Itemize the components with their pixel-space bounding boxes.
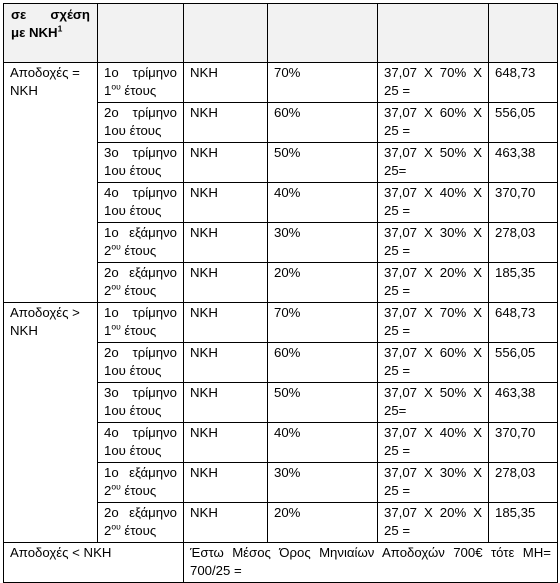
header-cell-base [184, 4, 268, 63]
period-ordinal: 2ο [104, 345, 119, 360]
base-cell: ΝΚΗ [184, 63, 268, 103]
calculation-line1: 37,07 Χ 30% Χ [384, 225, 482, 240]
period-cell [98, 63, 184, 103]
calculation-line1: 37,07 Χ 50% Χ [384, 145, 482, 160]
period-cell [98, 223, 184, 263]
table-row [4, 63, 558, 103]
period-cell [98, 463, 184, 503]
calculation-cell [378, 423, 489, 463]
amount-cell: 370,70 [489, 183, 558, 223]
amount-cell: 556,05 [489, 343, 558, 383]
header-row [4, 4, 558, 63]
calculation-line2: 25 = [384, 443, 411, 458]
calculation-line2: 25 = [384, 523, 411, 538]
base-cell: ΝΚΗ [184, 263, 268, 303]
period-year-word: έτους [124, 243, 157, 258]
period-year: 2 [104, 523, 112, 538]
period-cell [98, 343, 184, 383]
period-line2 [104, 282, 177, 300]
period-year: 1ου [104, 443, 126, 458]
period-ordinal: 1ο [104, 465, 119, 480]
period-year: 1ου [104, 203, 126, 218]
table-body [4, 4, 558, 583]
percent-cell: 40% [268, 183, 378, 223]
percent-cell: 70% [268, 63, 378, 103]
footer-note-line1: Έστω Μέσος Όρος Μηνιαίων Αποδοχών 700€ τότε ΜΗ= [190, 545, 551, 560]
period-cell [98, 383, 184, 423]
period-unit: τρίμηνο [132, 185, 177, 200]
period-ordinal: 2ο [104, 505, 119, 520]
calculation-line2: 25 = [384, 203, 411, 218]
period-ordinal: 4ο [104, 185, 119, 200]
percent-cell: 50% [268, 383, 378, 423]
period-line1 [104, 504, 177, 522]
period-line2 [104, 402, 177, 420]
period-line2 [104, 202, 177, 220]
header-relation-text: με ΝΚΗ [11, 25, 58, 40]
percent-cell: 30% [268, 463, 378, 503]
period-year-word: έτους [124, 523, 157, 538]
percent-cell: 60% [268, 103, 378, 143]
period-line1 [104, 304, 177, 322]
calculation-line1: 37,07 Χ 50% Χ [384, 385, 482, 400]
amount-cell: 648,73 [489, 63, 558, 103]
amount-cell: 370,70 [489, 423, 558, 463]
period-year-sup: ου [111, 241, 121, 252]
period-ordinal: 2ο [104, 105, 119, 120]
period-line1 [104, 184, 177, 202]
period-line1 [104, 224, 177, 242]
period-line1 [104, 104, 177, 122]
period-year-sup: ου [111, 521, 121, 532]
header-cell-relation [4, 4, 98, 63]
amount-cell: 278,03 [489, 463, 558, 503]
calculation-line1: 37,07 Χ 40% Χ [384, 185, 482, 200]
period-ordinal: 3ο [104, 145, 119, 160]
period-year-word: έτους [129, 163, 162, 178]
period-year: 1ου [104, 123, 126, 138]
period-ordinal: 1ο [104, 225, 119, 240]
percent-cell: 40% [268, 423, 378, 463]
calculation-line2: 25 = [384, 363, 411, 378]
period-year-word: έτους [124, 83, 157, 98]
period-line2 [104, 442, 177, 460]
calculation-cell [378, 383, 489, 423]
calculation-cell [378, 463, 489, 503]
footnote-marker: 1 [57, 23, 63, 34]
base-cell: ΝΚΗ [184, 103, 268, 143]
period-line1 [104, 264, 177, 282]
amount-cell: 463,38 [489, 383, 558, 423]
period-line1 [104, 424, 177, 442]
calculation-line2: 25 = [384, 323, 411, 338]
period-cell [98, 103, 184, 143]
calculation-line1: 37,07 Χ 20% Χ [384, 505, 482, 520]
table-row [4, 303, 558, 343]
percent-cell: 50% [268, 143, 378, 183]
base-cell: ΝΚΗ [184, 383, 268, 423]
base-cell: ΝΚΗ [184, 343, 268, 383]
period-year-word: έτους [129, 443, 162, 458]
calculation-cell [378, 503, 489, 543]
header-relation-line1: σε σχέση [11, 7, 90, 22]
period-unit: τρίμηνο [132, 385, 177, 400]
period-line1 [104, 144, 177, 162]
base-cell: ΝΚΗ [184, 223, 268, 263]
calculation-line2: 25 = [384, 83, 411, 98]
period-ordinal: 4ο [104, 425, 119, 440]
header-relation-line2 [11, 24, 90, 42]
group-label-cell [4, 63, 98, 303]
base-cell: ΝΚΗ [184, 503, 268, 543]
period-year: 1ου [104, 403, 126, 418]
calculation-line2: 25 = [384, 483, 411, 498]
period-year: 2 [104, 283, 112, 298]
footer-label: Αποδοχές < ΝΚΗ [10, 545, 112, 560]
period-unit: τρίμηνο [132, 65, 177, 80]
period-year-word: έτους [129, 363, 162, 378]
period-unit: τρίμηνο [132, 345, 177, 360]
amount-cell: 278,03 [489, 223, 558, 263]
base-cell: ΝΚΗ [184, 183, 268, 223]
period-year: 1ου [104, 163, 126, 178]
period-year-sup: ου [111, 81, 121, 92]
calculation-line1: 37,07 Χ 70% Χ [384, 65, 482, 80]
period-line1 [104, 384, 177, 402]
period-line1 [104, 464, 177, 482]
period-unit: τρίμηνο [132, 105, 177, 120]
period-year: 1 [104, 83, 112, 98]
period-unit: εξάμηνο [129, 505, 177, 520]
period-line1 [104, 64, 177, 82]
period-line2 [104, 522, 177, 540]
period-line1 [104, 344, 177, 362]
base-cell: ΝΚΗ [184, 143, 268, 183]
period-year: 2 [104, 243, 112, 258]
base-cell: ΝΚΗ [184, 463, 268, 503]
header-cell-amount [489, 4, 558, 63]
period-year-sup: ου [111, 281, 121, 292]
period-line2 [104, 242, 177, 260]
calculation-line2: 25 = [384, 283, 411, 298]
period-year-word: έτους [129, 403, 162, 418]
amount-cell: 556,05 [489, 103, 558, 143]
amount-cell: 185,35 [489, 503, 558, 543]
period-year-word: έτους [129, 123, 162, 138]
period-cell [98, 263, 184, 303]
header-cell-period [98, 4, 184, 63]
calculation-line1: 37,07 Χ 30% Χ [384, 465, 482, 480]
period-year-word: έτους [124, 483, 157, 498]
base-cell: ΝΚΗ [184, 303, 268, 343]
base-cell: ΝΚΗ [184, 423, 268, 463]
period-ordinal: 2ο [104, 265, 119, 280]
period-year-sup: ου [111, 321, 121, 332]
period-unit: εξάμηνο [129, 465, 177, 480]
calculation-cell [378, 143, 489, 183]
period-cell [98, 143, 184, 183]
percent-cell: 30% [268, 223, 378, 263]
calculation-cell [378, 63, 489, 103]
calculation-line1: 37,07 Χ 20% Χ [384, 265, 482, 280]
calculation-cell [378, 183, 489, 223]
calculation-line2: 25= [384, 163, 407, 178]
calculation-cell [378, 263, 489, 303]
period-cell [98, 503, 184, 543]
calculation-cell [378, 343, 489, 383]
header-cell-calc [378, 4, 489, 63]
period-year-word: έτους [124, 323, 157, 338]
footer-note-line2: 700/25 = [190, 563, 242, 578]
period-unit: τρίμηνο [132, 425, 177, 440]
amount-cell: 463,38 [489, 143, 558, 183]
calculation-line2: 25= [384, 403, 407, 418]
period-year: 1 [104, 323, 112, 338]
percent-cell: 70% [268, 303, 378, 343]
period-line2 [104, 322, 177, 340]
period-line2 [104, 122, 177, 140]
calculation-cell [378, 103, 489, 143]
group-label-cell [4, 303, 98, 543]
period-year: 1ου [104, 363, 126, 378]
percent-cell: 60% [268, 343, 378, 383]
period-line2 [104, 482, 177, 500]
calculation-line1: 37,07 Χ 60% Χ [384, 345, 482, 360]
period-ordinal: 1ο [104, 305, 119, 320]
period-cell [98, 183, 184, 223]
percent-cell: 20% [268, 503, 378, 543]
period-line2 [104, 82, 177, 100]
period-unit: τρίμηνο [132, 305, 177, 320]
calculation-line1: 37,07 Χ 40% Χ [384, 425, 482, 440]
calculation-cell [378, 223, 489, 263]
calculation-line1: 37,07 Χ 60% Χ [384, 105, 482, 120]
period-cell [98, 423, 184, 463]
period-ordinal: 3ο [104, 385, 119, 400]
percent-cell: 20% [268, 263, 378, 303]
period-line2 [104, 362, 177, 380]
period-year-word: έτους [124, 283, 157, 298]
calculation-line1: 37,07 Χ 70% Χ [384, 305, 482, 320]
period-cell [98, 303, 184, 343]
calculation-line2: 25 = [384, 243, 411, 258]
period-line2 [104, 162, 177, 180]
benefit-table [3, 3, 558, 583]
calculation-line2: 25 = [384, 123, 411, 138]
period-ordinal: 1ο [104, 65, 119, 80]
period-unit: εξάμηνο [129, 225, 177, 240]
period-year-word: έτους [129, 203, 162, 218]
period-year-sup: ου [111, 481, 121, 492]
period-unit: τρίμηνο [132, 145, 177, 160]
group-label: Αποδοχές = ΝΚΗ [10, 65, 80, 98]
header-cell-percent [268, 4, 378, 63]
period-year: 2 [104, 483, 112, 498]
calculation-cell [378, 303, 489, 343]
amount-cell: 185,35 [489, 263, 558, 303]
period-unit: εξάμηνο [129, 265, 177, 280]
amount-cell: 648,73 [489, 303, 558, 343]
group-label: Αποδοχές > ΝΚΗ [10, 305, 80, 338]
